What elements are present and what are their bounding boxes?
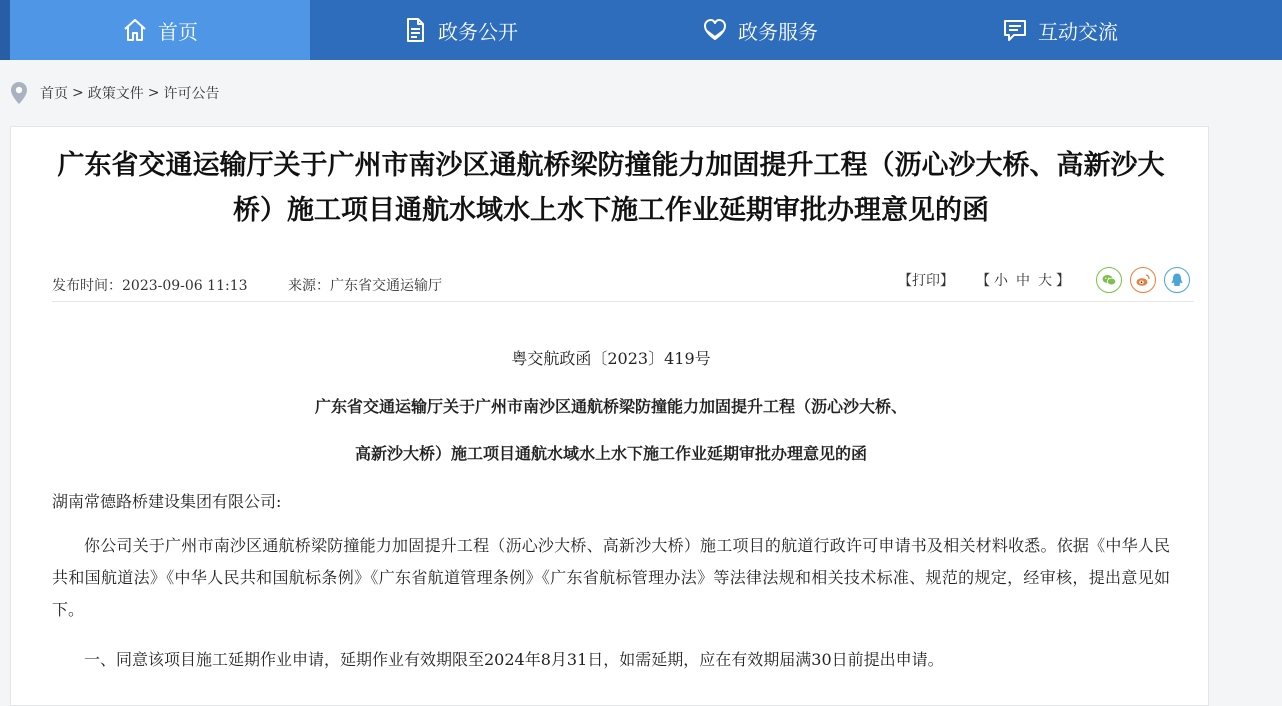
font-size-controls [976,270,1070,290]
chat-icon [1002,17,1028,43]
home-icon [122,17,148,43]
document-subtitle-line2: 高新沙大桥）施工项目通航水域水上水下施工作业延期审批办理意见的函 [354,444,867,463]
meta-tools [898,267,1190,293]
wechat-icon [1101,272,1117,288]
font-size-large-button[interactable]: 大 [1038,273,1052,289]
document-icon [402,17,428,43]
nav-item-label: 首页 [158,19,198,44]
location-pin-icon [10,81,28,105]
document-subtitle-line1: 广东省交通运输厅关于广州市南沙区通航桥梁防撞能力加固提升工程（沥心沙大桥、 [314,397,907,416]
breadcrumb [10,80,219,106]
meta-info [52,275,478,295]
article-meta [52,273,1194,302]
nav-edge [0,0,10,60]
addressee: 湖南常德路桥建设集团有限公司: [52,492,282,511]
font-size-bracket-open: 【 [976,273,990,289]
paragraph: 你公司关于广州市南沙区通航桥梁防撞能力加固提升工程（沥心沙大桥、高新沙大桥）施工项目的航道行政许可申请书及相关材料收悉。依据《中华人民共和国航道法》《中华人民共和国航标条例》《广东省航道管理条例》《广东省航标管理办法》等法律法规和相关技术标准、规范的规定，经审核，提出意见如下。 [52,536,1170,619]
nav-item-gov-services[interactable] [610,0,910,60]
source-label: 来源： [287,278,330,294]
source [288,278,460,294]
nav-item-label: 政务服务 [738,19,818,44]
weibo-icon [1135,272,1151,288]
nav-item-label: 互动交流 [1038,19,1118,44]
print-button[interactable]: 【打印】 [898,273,954,289]
top-nav [0,0,1282,60]
paragraph: 一、同意该项目施工延期作业申请，延期作业有效期限至2024年8月31日，如需延期，应在有效期届满30日前提出申请。 [84,650,944,669]
share-qq-button[interactable] [1164,267,1190,293]
publish-time [52,278,266,294]
article-title: 广东省交通运输厅关于广州市南沙区通航桥梁防撞能力加固提升工程（沥心沙大桥、高新沙大桥）施工项目通航水域水上水下施工作业延期审批办理意见的函 [57,150,1165,226]
breadcrumb-home[interactable]: 首页 [40,86,68,102]
breadcrumb-separator: > [147,85,160,101]
breadcrumb-permit-notices[interactable]: 许可公告 [163,86,220,102]
article-card [10,126,1209,706]
breadcrumb-separator: > [72,85,84,101]
publish-value: 2023-09-06 11:13 [122,278,248,294]
breadcrumb-policy-docs[interactable]: 政策文件 [87,86,144,102]
publish-label: 发布时间： [52,278,122,294]
qq-icon [1169,272,1185,288]
font-size-bracket-close: 】 [1056,273,1070,289]
share-weibo-button[interactable] [1130,267,1156,293]
font-size-medium-button[interactable]: 中 [1016,273,1030,289]
share-wechat-button[interactable] [1096,267,1122,293]
document-number: 粤交航政函〔2023〕419号 [511,349,711,368]
nav-item-interaction[interactable] [910,0,1210,60]
font-size-small-button[interactable]: 小 [994,273,1008,289]
service-icon [702,17,728,43]
nav-item-label: 政务公开 [438,19,518,44]
nav-item-home[interactable] [10,0,310,60]
source-value: 广东省交通运输厅 [329,278,442,294]
nav-item-gov-affairs[interactable] [310,0,610,60]
